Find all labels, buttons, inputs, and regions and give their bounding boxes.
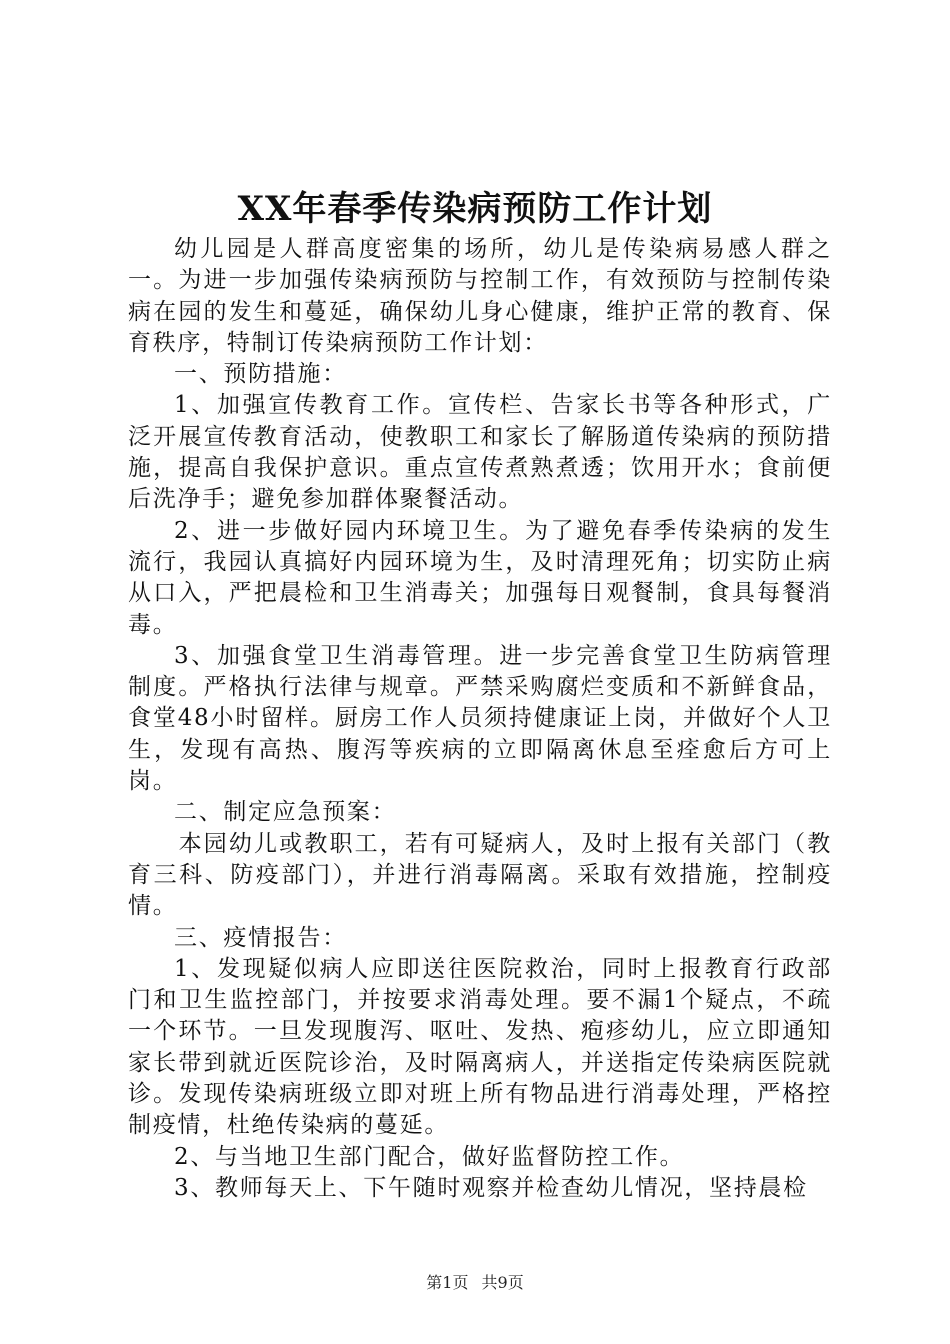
paragraph-emergency: 本园幼儿或教职工，若有可疑病人，及时上报有关部门（教育三科、防疫部门），并进行消毒隔离。采取有效措施，控制疫情。	[128, 830, 832, 920]
paragraph-report-2: 2、与当地卫生部门配合，做好监督防控工作。	[174, 1143, 685, 1170]
paragraph-intro: 幼儿园是人群高度密集的场所，幼儿是传染病易感人群之一。为进一步加强传染病预防与控制工作，有效预防与控制传染病在园的发生和蔓延，确保幼儿身心健康，维护正常的教育、保育秩序，特制订传染病预防工作计划：	[128, 236, 832, 356]
section-heading-report: 三、疫情报告：	[174, 924, 347, 951]
section-heading-emergency: 二、制定应急预案：	[174, 799, 397, 826]
section-heading-prevention: 一、预防措施：	[174, 361, 347, 388]
page-title: XX年春季传染病预防工作计划	[237, 189, 713, 229]
paragraph-report-1: 1、发现疑似病人应即送往医院救治，同时上报教育行政部门和卫生监控部门，并按要求消毒处理。要不漏1个疑点，不疏一个环节。一旦发现腹泻、呕吐、发热、疱疹幼儿，应立即通知家长带到就近医院诊治，及时隔离病人，并送指定传染病医院就诊。发现传染病班级立即对班上所有物品进行消毒处理，严格控制疫情，杜绝传染病的蔓延。	[128, 955, 832, 1139]
paragraph-report-3: 3、教师每天上、下午随时观察并检查幼儿情况，坚持晨检	[174, 1174, 808, 1201]
page-total: 共9页	[481, 1273, 524, 1292]
document-body	[128, 234, 832, 1204]
paragraph-prevention-2: 2、进一步做好园内环境卫生。为了避免春季传染病的发生流行，我园认真搞好内园环境为生，及时清理死角；切实防止病从口入，严把晨检和卫生消毒关；加强每日观餐制，食具每餐消毒。	[128, 517, 832, 638]
page-number: 第1页	[426, 1273, 469, 1292]
paragraph-prevention-1: 1、加强宣传教育工作。宣传栏、告家长书等各种形式，广泛开展宣传教育活动，使教职工和家长了解肠道传染病的预防措施，提高自我保护意识。重点宣传煮熟煮透；饮用开水；食前便后洗净手；避免参加群体聚餐活动。	[128, 392, 832, 513]
paragraph-prevention-3: 3、加强食堂卫生消毒管理。进一步完善食堂卫生防病管理制度。严格执行法律与规章。严禁采购腐烂变质和不新鲜食品，食堂48小时留样。厨房工作人员须持健康证上岗，并做好个人卫生，发现有高热、腹泻等疾病的立即隔离休息至痊愈后方可上岗。	[128, 642, 832, 795]
page-footer	[0, 1272, 950, 1294]
